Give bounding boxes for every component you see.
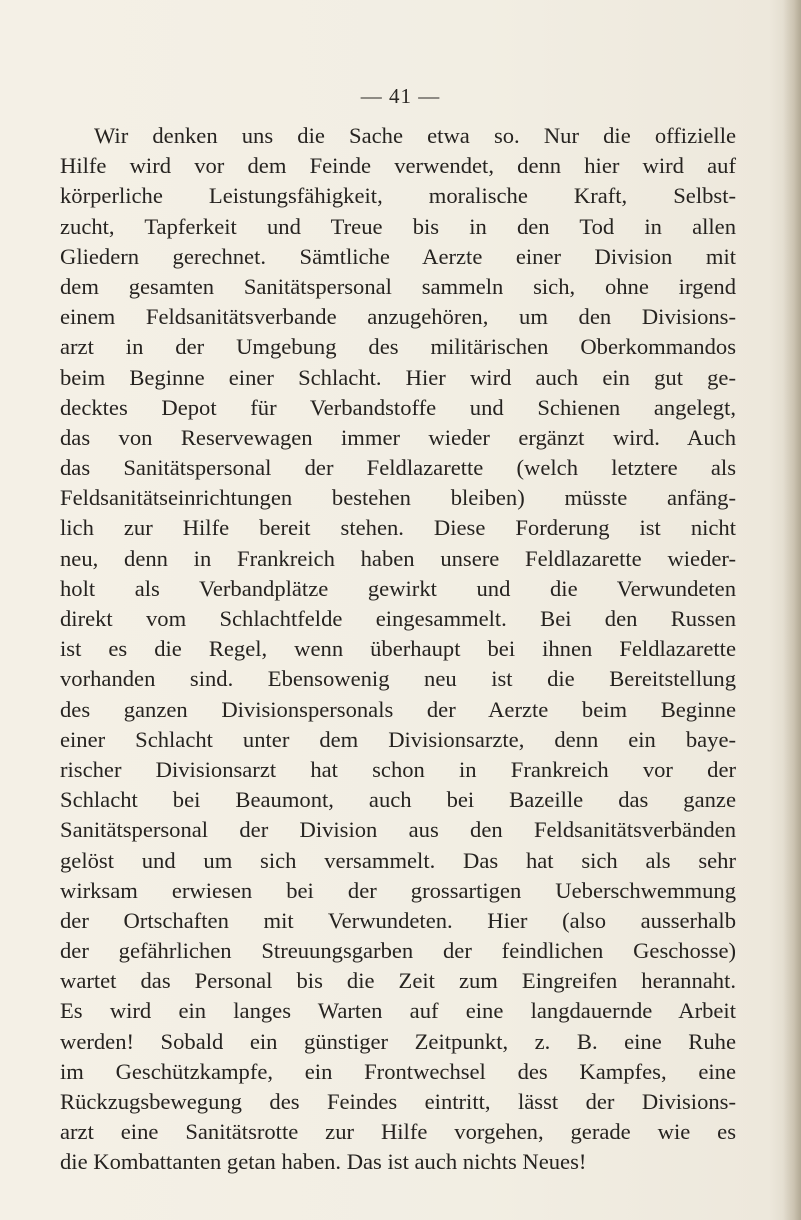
text-line: gelöst und um sich versammelt. Das hat sich als sehr [60,847,736,873]
text-line: rischer Divisionsarzt hat schon in Frankreich vor der [60,756,736,782]
text-line: der Ortschaften mit Verwundeten. Hier (also ausserhalb [60,907,736,933]
text-line: zucht, Tapferkeit und Treue bis in den Tod in allen [60,213,736,239]
text-line: neu, denn in Frankreich haben unsere Feldlazarette wieder- [60,545,736,571]
text-line: ist es die Regel, wenn überhaupt bei ihnen Feldlazarette [60,636,736,662]
text-line: beim Beginne einer Schlacht. Hier wird auch ein gut ge- [60,364,736,390]
text-line: vorhanden sind. Ebensowenig neu ist die Bereitstellung [60,666,736,692]
text-line: das von Reservewagen immer wieder ergänzt wird. Auch [60,424,736,450]
text-line: körperliche Leistungsfähigkeit, moralische Kraft, Selbst- [60,183,736,209]
text-line: arzt in der Umgebung des militärischen Oberkommandos [60,334,736,360]
text-line: das Sanitätspersonal der Feldlazarette (welch letztere als [60,455,736,481]
text-line: Schlacht bei Beaumont, auch bei Bazeille das ganze [60,787,736,813]
text-line: wirksam erwiesen bei der grossartigen Ueberschwemmung [60,877,736,903]
text-line: Hilfe wird vor dem Feinde verwendet, denn hier wird auf [60,153,736,179]
text-line: einer Schlacht unter dem Divisionsarzte, denn ein baye- [60,726,736,752]
text-line: Feldsanitätseinrichtungen bestehen bleiben) müsste anfäng- [60,485,736,511]
text-line: lich zur Hilfe bereit stehen. Diese Forderung ist nicht [60,515,736,541]
text-line: Es wird ein langes Warten auf eine langdauernde Arbeit [60,998,736,1024]
text-line: direkt vom Schlachtfelde eingesammelt. Bei den Russen [60,606,736,631]
page-number: — 41 — [360,84,441,108]
text-line: Sanitätspersonal der Division aus den Feldsanitätsverbänden [60,817,736,843]
text-line: decktes Depot für Verbandstoffe und Schienen angelegt, [60,394,736,420]
text-line: einem Feldsanitätsverbande anzugehören, um den Divisions- [60,304,736,330]
text-line: wartet das Personal bis die Zeit zum Eingreifen herannaht. [60,968,736,994]
text-line: Rückzugsbewegung des Feindes eintritt, lässt der Divisions- [60,1089,736,1114]
text-line: Gliedern gerechnet. Sämtliche Aerzte einer Division mit [60,243,736,269]
paragraph [60,121,736,1178]
text-line: dem gesamten Sanitätspersonal sammeln sich, ohne irgend [60,273,736,299]
text-line: holt als Verbandplätze gewirkt und die Verwundeten [60,575,736,601]
page-edge-shadow [783,0,801,1220]
text-line: des ganzen Divisionspersonals der Aerzte beim Beginne [60,696,736,722]
text-line: im Geschützkampfe, ein Frontwechsel des Kampfes, eine [60,1058,736,1084]
text-line: Wir denken uns die Sache etwa so. Nur die offizielle [94,123,736,148]
text-line: arzt eine Sanitätsrotte zur Hilfe vorgehen, gerade wie es [60,1119,736,1145]
text-line: werden! Sobald ein günstiger Zeitpunkt, z. B. eine Ruhe [60,1028,736,1054]
text-line: der gefährlichen Streuungsgarben der feindlichen Geschosse) [60,938,736,964]
text-line: die Kombattanten getan haben. Das ist auch nichts Neues! [60,1149,587,1175]
